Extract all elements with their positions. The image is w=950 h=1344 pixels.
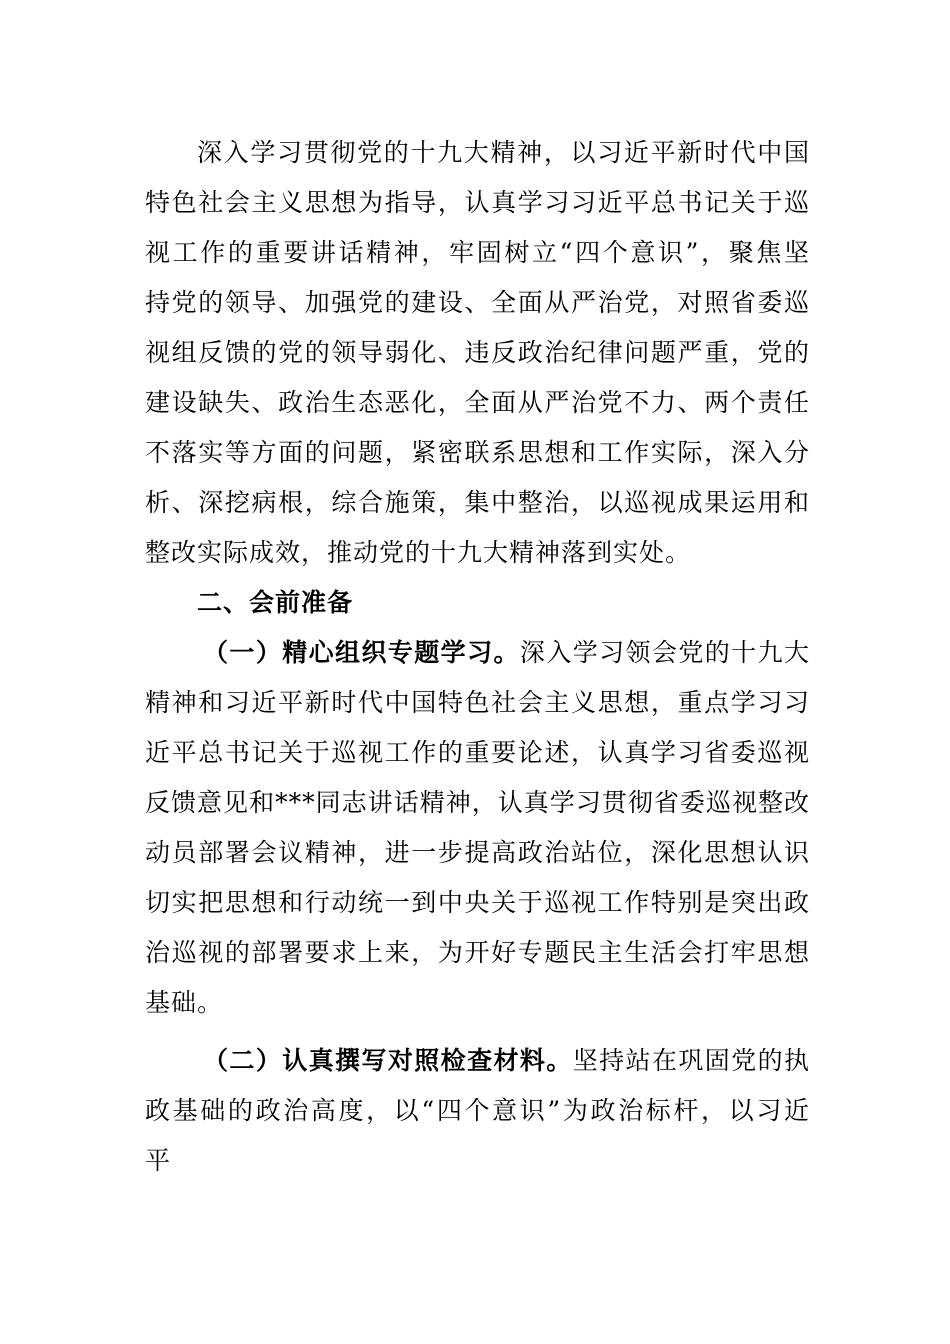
text-line: 特色社会主义思想为指导，认真学习习近平总书记关于巡: [145, 188, 810, 217]
text-line: 不落实等方面的问题，紧密联系思想和工作实际，深入分: [145, 438, 810, 467]
text-line: 近平总书记关于巡视工作的重要论述，认真学习省委巡视: [145, 738, 810, 767]
text-line: 建设缺失、政治生态恶化，全面从严治党不力、两个责任: [145, 388, 810, 417]
text-line: 治巡视的部署要求上来，为开好专题民主生活会打牢思想: [145, 938, 810, 967]
text-line: 精神和习近平新时代中国特色社会主义思想，重点学习习: [145, 688, 810, 717]
text-line: 深入学习贯彻党的十九大精神，以习近平新时代中国: [197, 138, 810, 167]
text-line: 反馈意见和***同志讲话精神，认真学习贯彻省委巡视整改: [145, 788, 810, 817]
section-2-title: （二）认真撰写对照检查材料。: [203, 1046, 573, 1075]
text-line: 动员部署会议精神，进一步提高政治站位，深化思想认识: [145, 838, 810, 867]
text-line: 持党的领导、加强党的建设、全面从严治党，对照省委巡: [145, 288, 810, 317]
text-line: 视工作的重要讲话精神，牢固树立“四个意识”，聚焦坚: [145, 238, 810, 267]
paragraph-1: [145, 128, 810, 578]
section-1-first-line: [145, 628, 810, 678]
section-1-lead: 深入学习领会党的十九大: [519, 638, 810, 667]
document-body: [145, 128, 810, 1186]
section-2-lead: 坚持站在巩固党的执: [572, 1046, 810, 1075]
text-line: 基础。: [145, 988, 224, 1017]
section-2-first-line: [145, 1036, 810, 1086]
text-line: 政基础的政治高度，以“四个意识”为政治标杆，以习近: [145, 1096, 810, 1125]
text-line: 析、深挖病根，综合施策，集中整治，以巡视成果运用和: [145, 488, 810, 517]
section-1-title: （一）精心组织专题学习。: [203, 638, 520, 667]
section-heading: 二、会前准备: [197, 588, 354, 617]
text-line: 整改实际成效，推动党的十九大精神落到实处。: [145, 538, 692, 567]
section-2: [145, 1036, 810, 1186]
text-line: 切实把思想和行动统一到中央关于巡视工作特别是突出政: [145, 888, 810, 917]
paragraph-gap: [145, 1028, 810, 1036]
section-1: [145, 628, 810, 1028]
text-line: 平: [145, 1146, 172, 1175]
text-line: 视组反馈的党的领导弱化、违反政治纪律问题严重，党的: [145, 338, 810, 367]
